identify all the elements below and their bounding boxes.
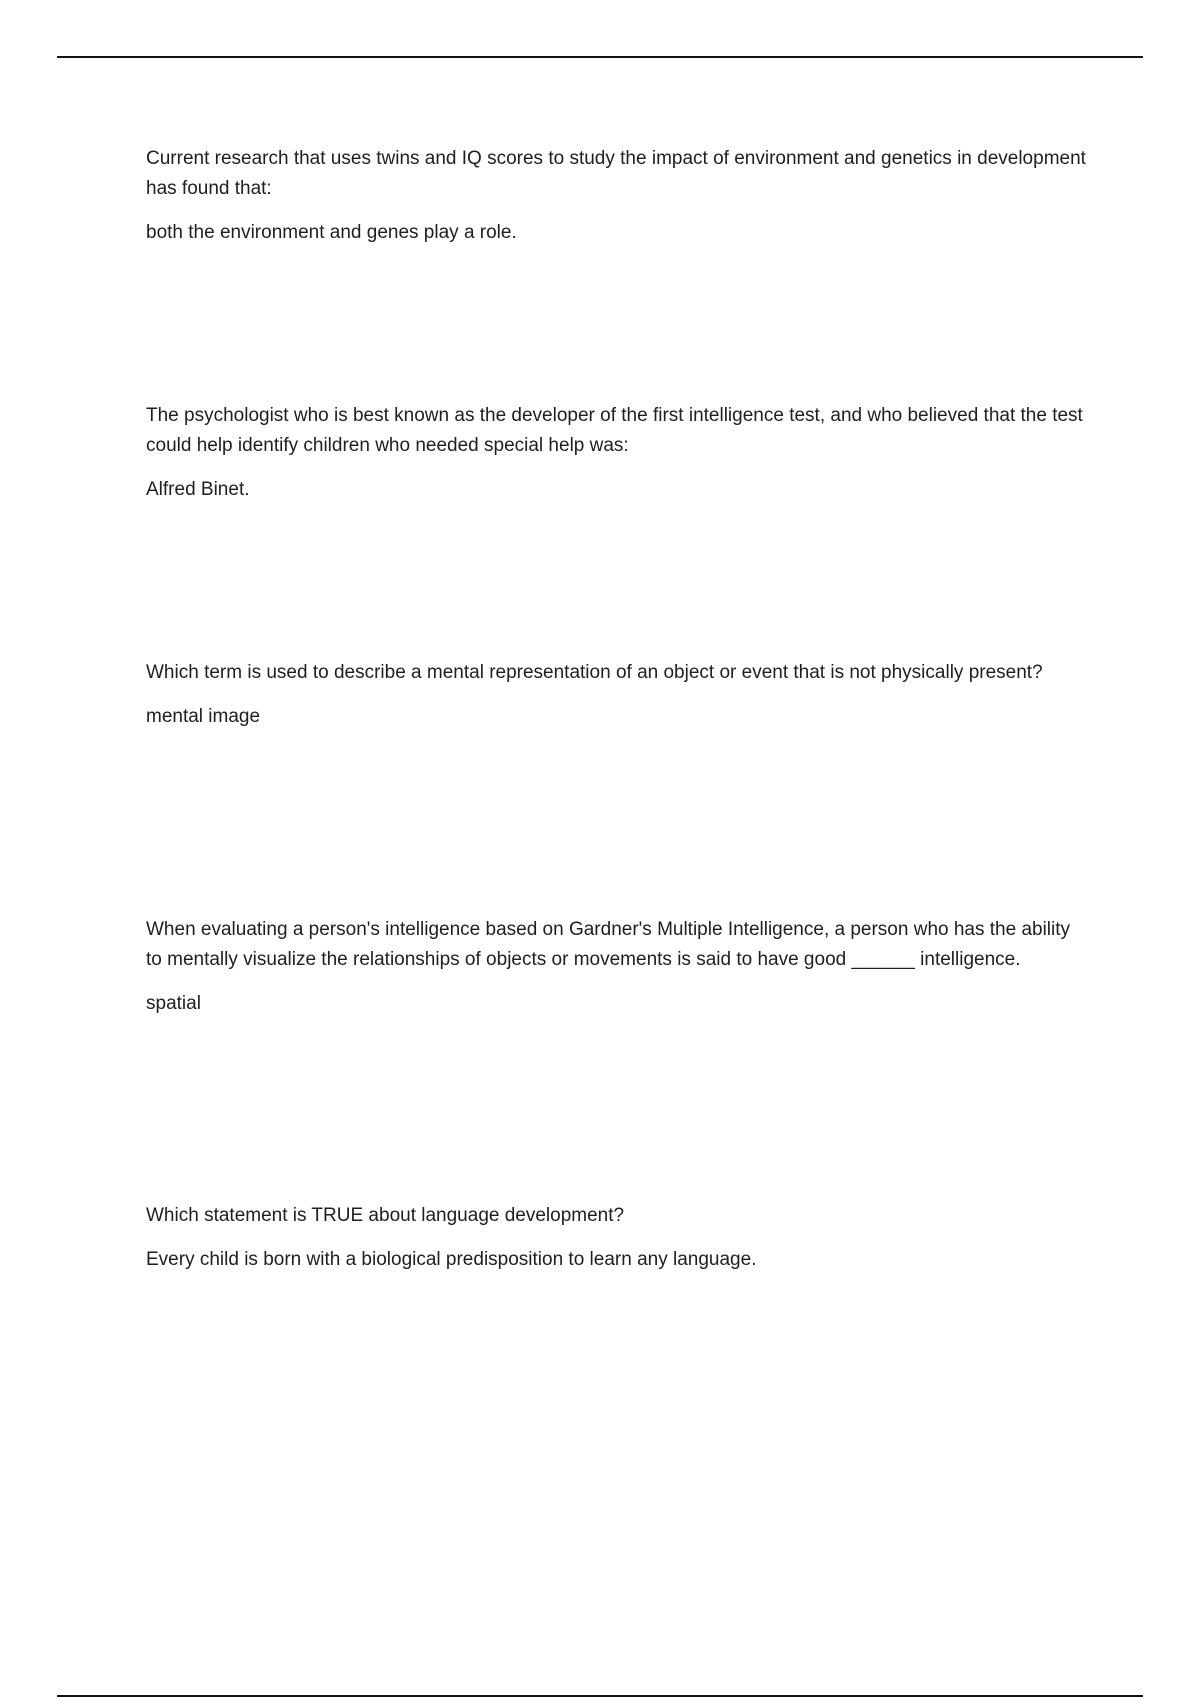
question-text: Current research that uses twins and IQ scores to study the impact of environment and genetics in development has found that: [146, 148, 1086, 199]
question-text: Which statement is TRUE about language development? [146, 1205, 625, 1226]
footer-rule [57, 1695, 1143, 1697]
qa-item [146, 1201, 1086, 1275]
answer-text: Every child is born with a biological predisposition to learn any language. [146, 1249, 757, 1270]
qa-item [146, 658, 1086, 732]
answer-text: mental image [146, 706, 261, 727]
question-text: The psychologist who is best known as the developer of the first intelligence test, and who believed that the test could help identify children who needed special help was: [146, 405, 1083, 456]
qa-item [146, 401, 1086, 505]
question-text: Which term is used to describe a mental representation of an object or event that is not physically present? [146, 662, 1043, 683]
answer-text: spatial [146, 993, 201, 1014]
qa-item [146, 144, 1086, 248]
question-text: When evaluating a person's intelligence based on Gardner's Multiple Intelligence, a person who has the ability to mentally visualize the relationships of objects or movements is said to have good ______ intelligence. [146, 919, 1071, 970]
answer-text: both the environment and genes play a role. [146, 222, 517, 243]
header-rule [57, 56, 1143, 58]
qa-item [146, 915, 1086, 1019]
answer-text: Alfred Binet. [146, 479, 250, 500]
